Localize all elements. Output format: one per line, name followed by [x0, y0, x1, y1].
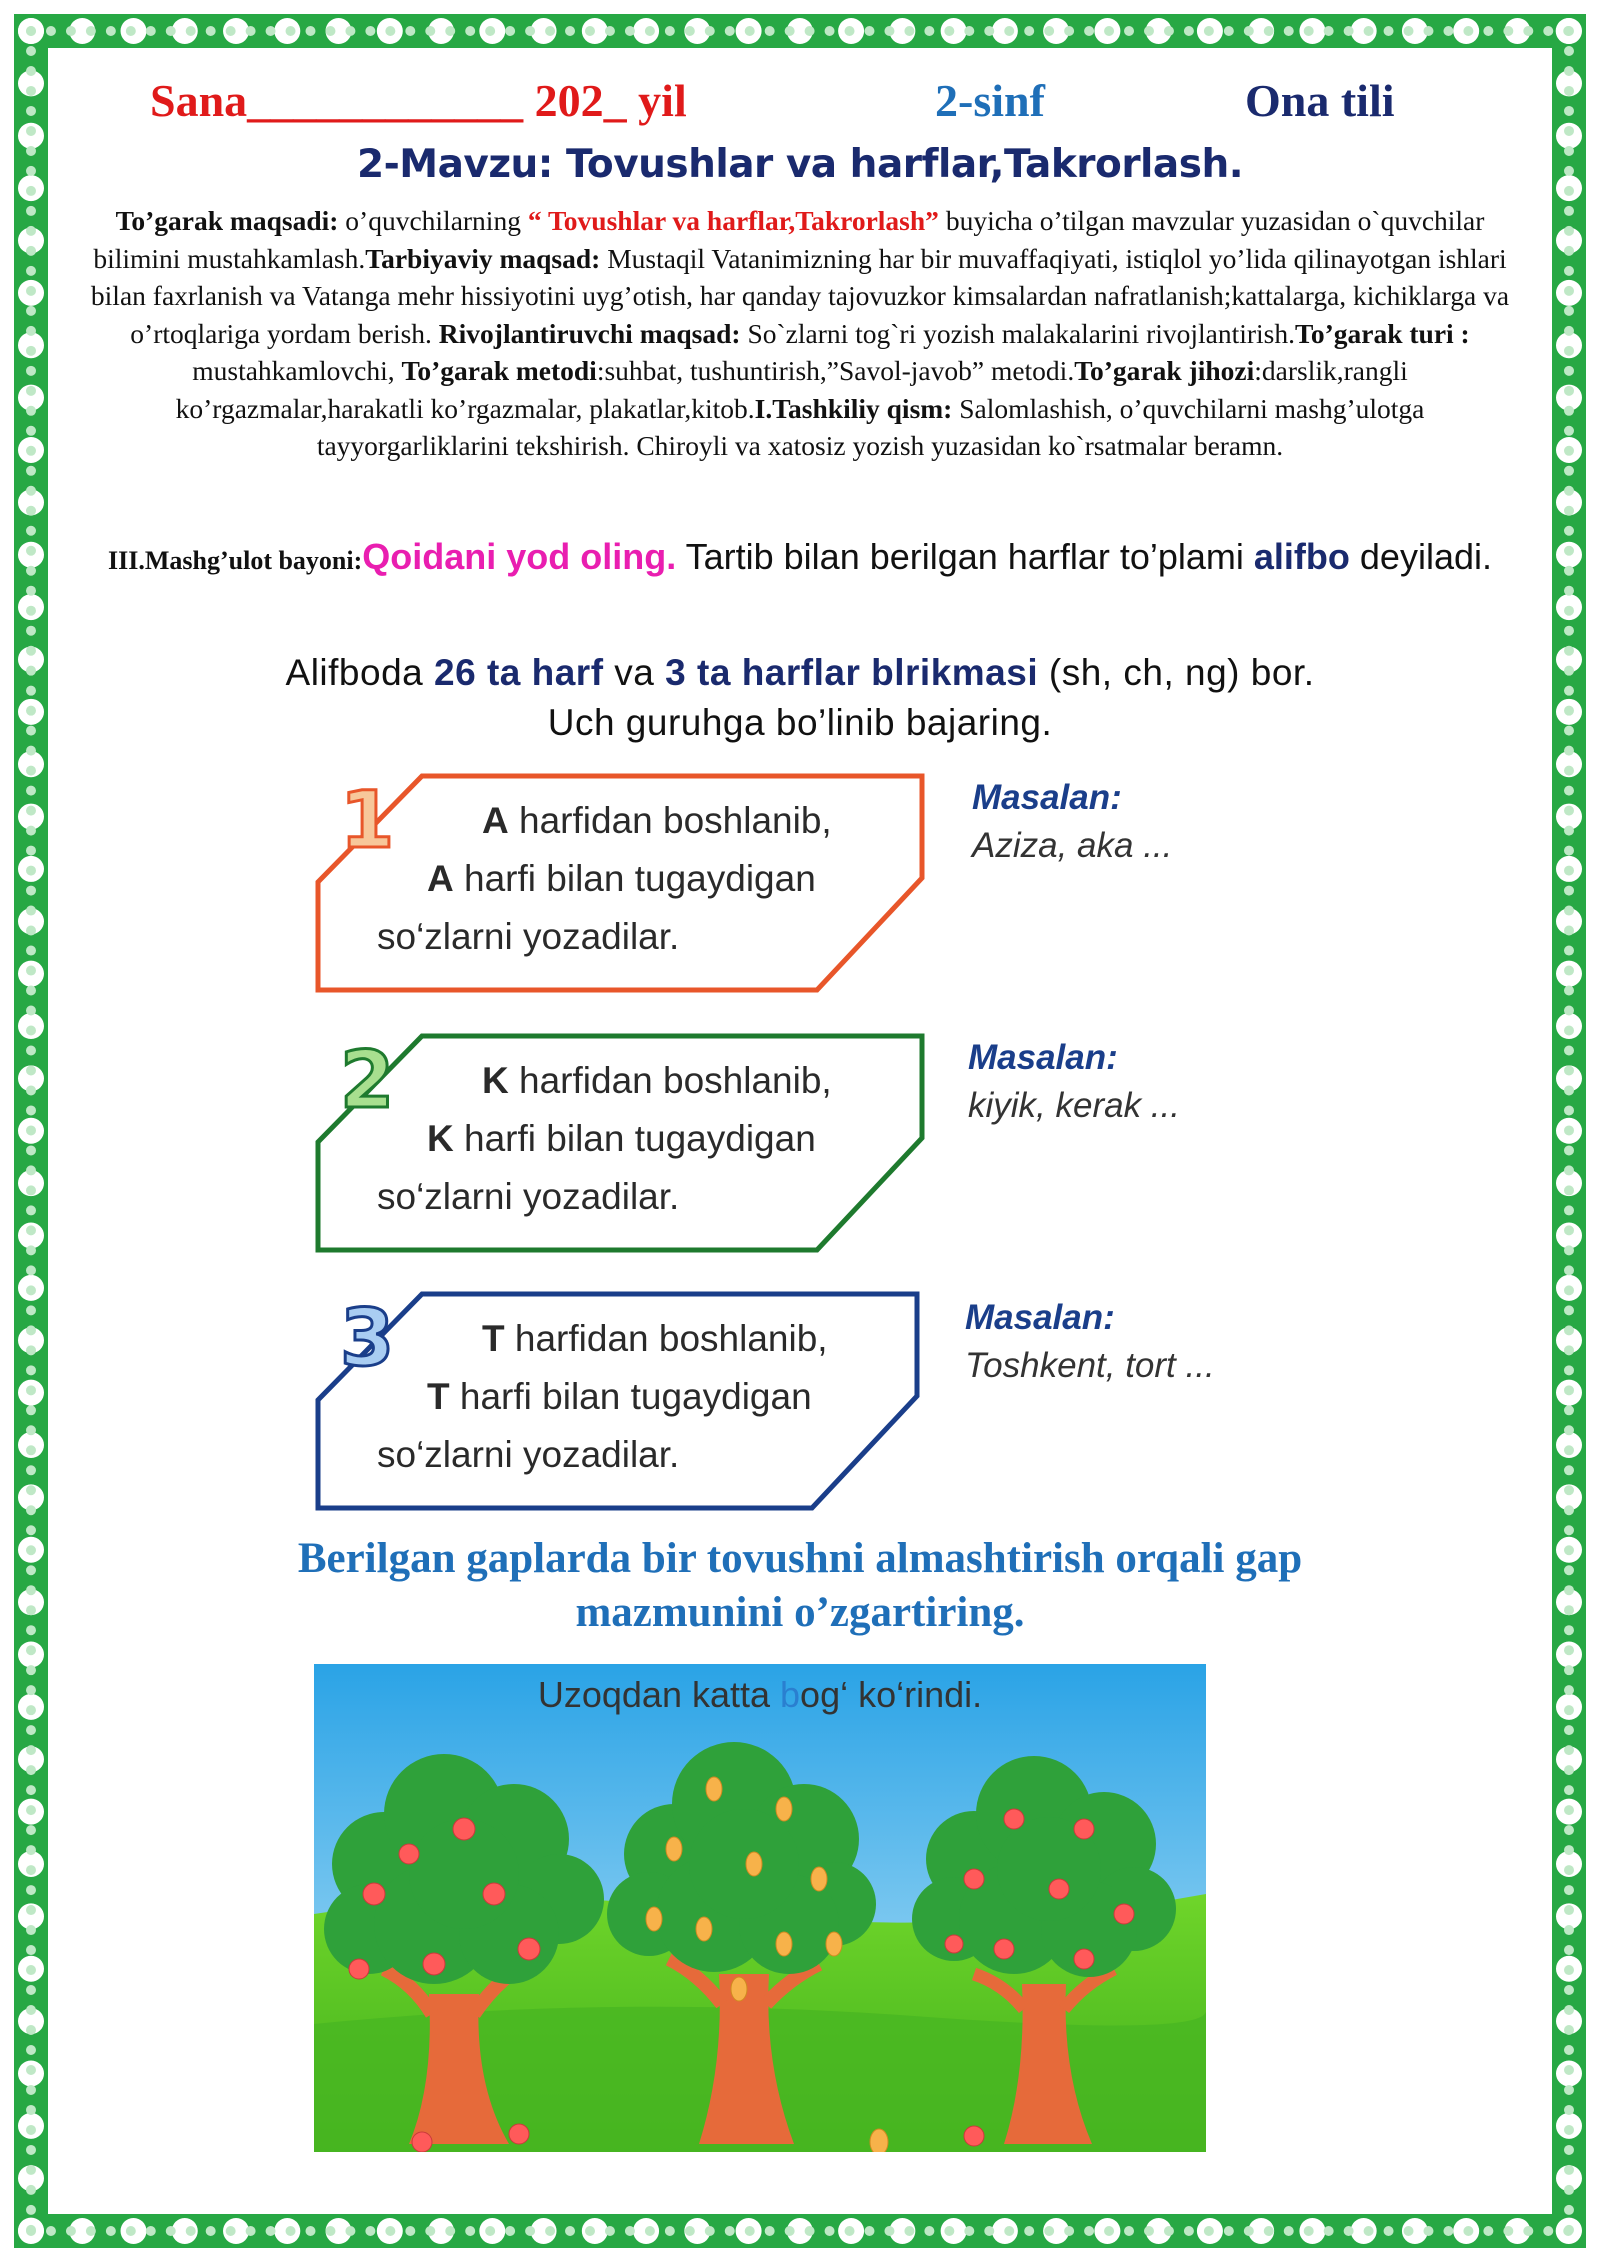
lesson-body-label: III.Mashg’ulot bayoni: — [108, 546, 363, 575]
task-text: A harfidan boshlanib, A harfi bilan tugaydigan so‘zlarni yozadilar. — [377, 800, 832, 957]
alphabet-text-3: (sh, ch, ng) bor. — [1038, 652, 1315, 693]
alphabet-fact — [86, 648, 1514, 748]
subject-label: Ona tili — [1245, 75, 1395, 126]
alphabet-text-2: va — [603, 652, 666, 693]
upbringing-text: Mustaqil Vatanimizning har bir muvaffaqiyati, istiqlol yo’lida qilinayotgan ishlari bilan faxrlanish va Vatanga mehr hissiyotini uyg’otish, har qanday tajovuzkor kimsalardan nafratlanish;kattalarga, kichiklarga va o’rtoqlariga yordam berish. — [90, 242, 1510, 349]
rule-text: Tartib bilan berilgan harflar to’plami — [676, 536, 1254, 577]
goal-label: To’garak maqsadi: — [115, 205, 339, 236]
orchard-illustration — [314, 1664, 1206, 2152]
example-1 — [972, 774, 1172, 870]
example-2 — [968, 1034, 1180, 1130]
upbringing-label: Tarbiyaviy maqsad: — [365, 242, 601, 274]
scene-caption: Uzoqdan katta bog‘ ko‘rindi. — [537, 1674, 983, 1715]
example-3 — [965, 1294, 1215, 1390]
development-label: Rivojlantiruvchi maqsad: — [438, 317, 741, 349]
task-number: 3 — [340, 1294, 395, 1384]
development-text: So`zlarni tog`ri yozish malakalarini rivojlantirish. — [740, 317, 1296, 349]
task-number: 1 — [340, 776, 395, 866]
rule-title: Qoidani yod oling. — [362, 536, 677, 577]
type-text: mustahkamlovchi, — [192, 355, 402, 386]
rule-text-2: deyiladi. — [1349, 536, 1492, 577]
goal-text-2: buyicha o’tilgan mavzular yuzasidan o`quvchilar bilimini mustahkamlash. — [93, 205, 1485, 274]
equipment-text: :darslik,rangli ko’rgazmalar,harakatli ko’rgazmalar, plakatlar,kitob. — [175, 355, 1408, 424]
method-text: :suhbat, tushuntirish,”Savol-javob” metodi. — [596, 355, 1075, 386]
date-field: Sana____________ 202_ yil — [150, 75, 687, 126]
example-words: Aziza, aka ... — [972, 826, 1173, 865]
example-words: Toshkent, tort ... — [965, 1346, 1215, 1385]
task-number: 2 — [340, 1036, 395, 1126]
organization-label: I.Tashkiliy qism: — [754, 392, 953, 424]
digraph-count: 3 ta harflar blrikmasi — [665, 652, 1039, 693]
exercise-instruction: Berilgan gaplarda bir tovushni almashtirish orqali gap mazmunini o’zgartiring. — [297, 1535, 1303, 1636]
type-label: To’garak turi : — [1295, 317, 1470, 349]
task-card-1 — [312, 770, 932, 996]
goal-text: o’quvchilarning — [338, 205, 528, 236]
method-label: To’garak metodi — [401, 355, 597, 386]
lesson-intro — [86, 202, 1514, 465]
goal-topic: “ Tovushlar va harflar,Takrorlash” — [527, 205, 939, 236]
task-text: K harfidan boshlanib, K harfi bilan tugaydigan so‘zlarni yozadilar. — [377, 1060, 832, 1217]
alphabet-text: Alifboda — [285, 652, 435, 693]
task-card-2 — [312, 1030, 932, 1256]
example-title: Masalan: — [972, 778, 1122, 817]
task-card-3 — [312, 1288, 932, 1514]
group-instruction: Uch guruhga bo’linib bajaring. — [547, 702, 1053, 743]
example-words: kiyik, kerak ... — [968, 1086, 1180, 1125]
lesson-body — [86, 534, 1514, 584]
organization-text: Salomlashish, o’quvchilarni mashg’ulotga tayyorgarliklarini tekshirish. Chiroyli va xatosiz yozish yuzasidan ko`rsatmalar beramn. — [316, 392, 1425, 461]
example-title: Masalan: — [968, 1038, 1118, 1077]
rule-term: alifbo — [1253, 536, 1350, 577]
task-text: T harfidan boshlanib, T harfi bilan tugaydigan so‘zlarni yozadilar. — [377, 1318, 828, 1475]
lesson-title: 2-Mavzu: Tovushlar va harflar,Takrorlash. — [356, 142, 1244, 187]
grade-label: 2-sinf — [935, 75, 1045, 126]
equipment-label: To’garak jihozi — [1074, 355, 1255, 386]
example-title: Masalan: — [965, 1298, 1115, 1337]
orchard-picture — [314, 1664, 1206, 2152]
letter-count: 26 ta harf — [434, 652, 604, 693]
